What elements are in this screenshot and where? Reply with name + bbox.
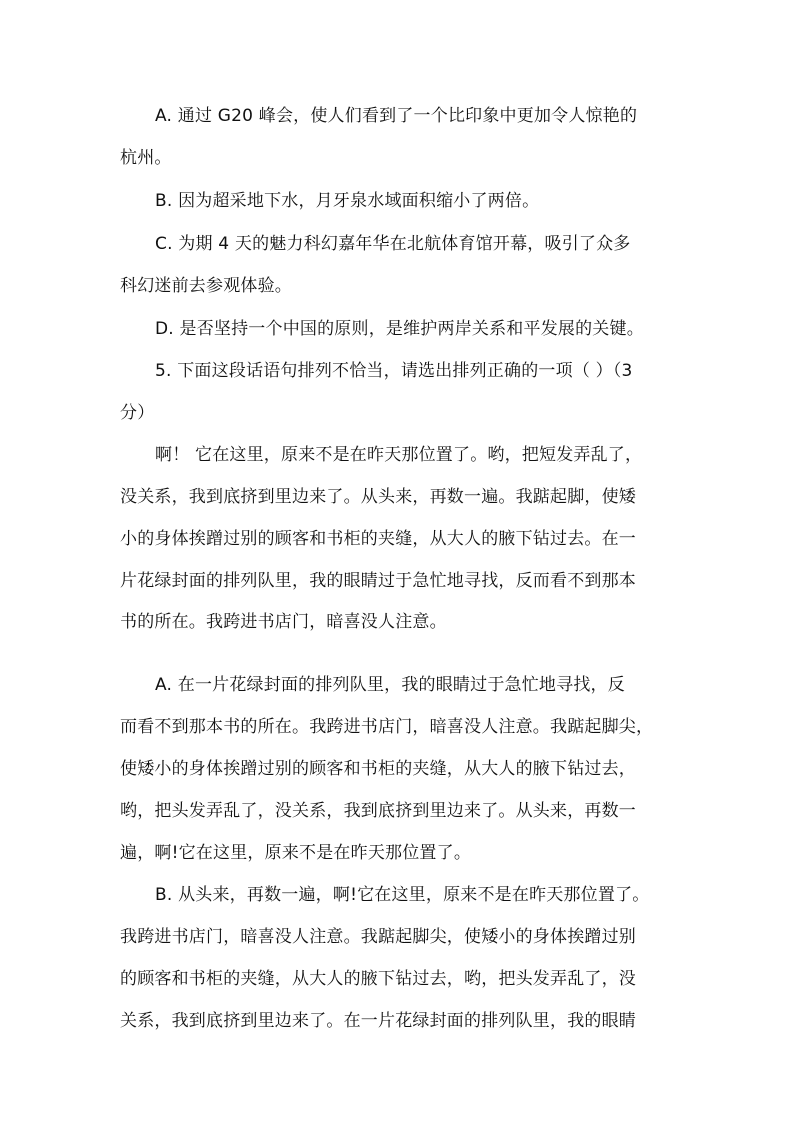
answer-b-line-2: 我跨进书店门，暗喜没人注意。我踮起脚尖，使矮小的身体挨蹭过别	[120, 927, 636, 947]
option-c-line-1: C. 为期 4 天的魅力科幻嘉年华在北航体育馆开幕，吸引了众多	[155, 234, 631, 254]
option-a-line-2: 杭州。	[120, 148, 172, 168]
answer-b-line-1: B. 从头来，再数一遍，啊!它在这里，原来不是在昨天那位置了。	[155, 885, 650, 905]
option-d-line-1: D. 是否坚持一个中国的原则，是维护两岸关系和平发展的关键。	[155, 319, 644, 339]
answer-a-line-3: 使矮小的身体挨蹭过别的顾客和书柜的夹缝，从大人的腋下钻过去，	[120, 759, 636, 779]
answer-a-line-4: 哟，把头发弄乱了，没关系，我到底挤到里边来了。从头来，再数一	[120, 801, 636, 821]
answer-b-line-4: 关系，我到底挤到里边来了。在一片花绿封面的排列队里，我的眼睛	[120, 1011, 636, 1031]
option-a-line-1: A. 通过 G20 峰会，使人们看到了一个比印象中更加令人惊艳的	[155, 106, 638, 126]
option-b-line-1: B. 因为超采地下水，月牙泉水域面积缩小了两倍。	[155, 191, 540, 211]
question-5-line-1: 5. 下面这段话语句排列不恰当，请选出排列正确的一项（ ）（3	[155, 361, 633, 381]
passage-line-2: 没关系，我到底挤到里边来了。从头来，再数一遍。我踮起脚，使矮	[120, 487, 636, 507]
passage-line-5: 书的所在。我跨进书店门，暗喜没人注意。	[120, 612, 447, 632]
question-5-line-2: 分）	[120, 403, 155, 423]
passage-line-3: 小的身体挨蹭过别的顾客和书柜的夹缝，从大人的腋下钻过去。在一	[120, 529, 636, 549]
passage-line-4: 片花绿封面的排列队里，我的眼睛过于急忙地寻找，反而看不到那本	[120, 571, 636, 591]
option-c-line-2: 科幻迷前去参观体验。	[120, 276, 292, 296]
answer-a-line-5: 遍，啊!它在这里，原来不是在昨天那位置了。	[120, 843, 472, 863]
answer-b-line-3: 的顾客和书柜的夹缝，从大人的腋下钻过去，哟，把头发弄乱了，没	[120, 969, 636, 989]
answer-a-line-2: 而看不到那本书的所在。我跨进书店门，暗喜没人注意。我踮起脚尖，	[120, 717, 654, 737]
answer-a-line-1: A. 在一片花绿封面的排列队里，我的眼睛过于急忙地寻找，反	[155, 675, 625, 695]
passage-line-1: 啊！ 它在这里，原来不是在昨天那位置了。哟，把短发弄乱了，	[155, 445, 643, 465]
